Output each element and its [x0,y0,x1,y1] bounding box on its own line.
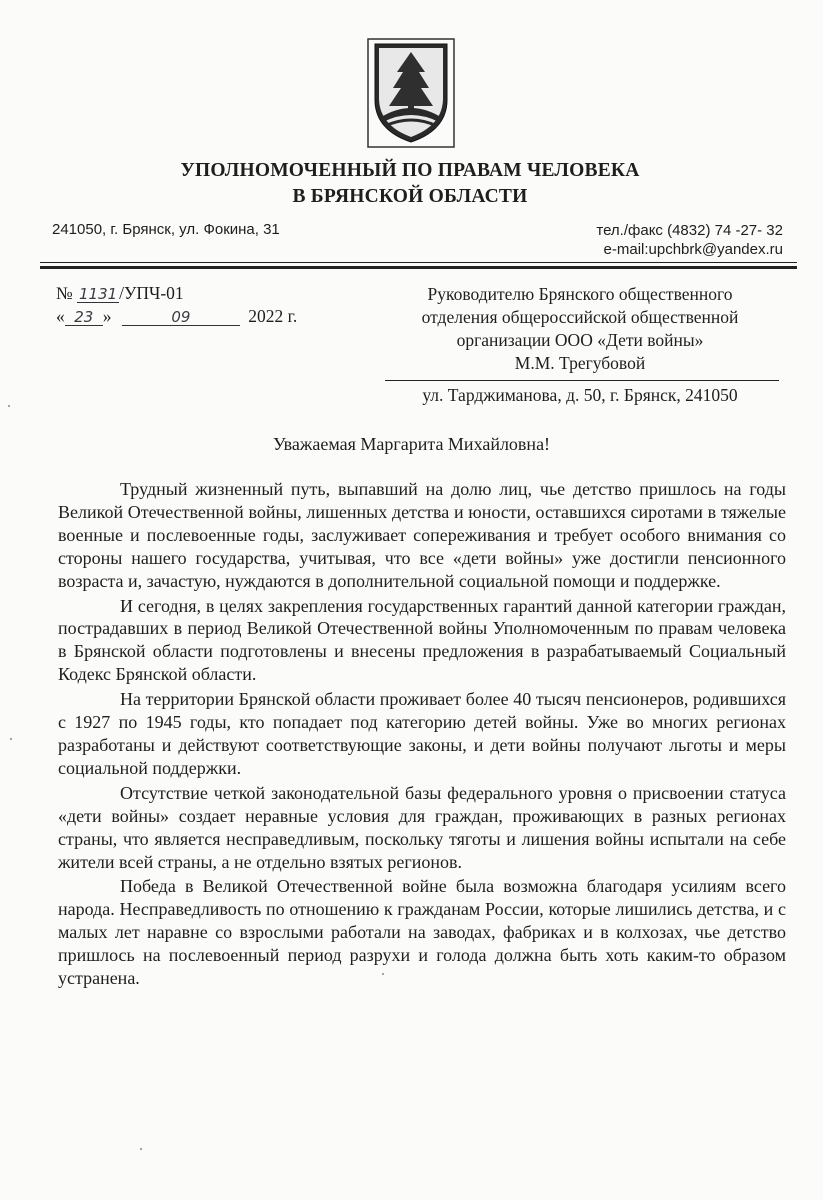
sender-email: e-mail:upchbrk@yandex.ru [603,241,783,258]
body-paragraph-2: И сегодня, в целях закрепления государственных гарантий данной категории граждан, пострадавших в период Великой Отечественной войны Уполномоченным по правам человека в Брянской области подготовлены и внесены предложения в разрабатываемый Социальный Кодекс Брянской области. [58,595,786,685]
body-paragraph-1: Трудный жизненный путь, выпавший на долю лиц, чье детство пришлось на годы Великой Отечественной войны, лишенных детства и юности, оставшихся сиротами в тяжелые военные и послевоенные годы, заслуживает сопереживания и требует особого внимания со стороны нашего государства, учитывая, что все «дети войны» уже достигли пенсионного возраста и, зачастую, нуждаются в дополнительной социальной помощи и поддержке. [58,479,786,591]
letter-body [58,478,786,990]
handwritten-number: 1131 [78,285,118,303]
body-paragraph-5: Победа в Великой Отечественной войне была возможна благодаря усилиям всего народа. Несправедливость по отношению к гражданам России, которые лишились детства, и с малых лет наравне со взрослыми работали на заводах, фабриках и в колхозах, чье детство пришлось на послевоенный период разрухи и голода должна быть хоть каким-то образом устранена. [58,876,786,989]
recipient-line1: Руководителю Брянского общественного [427,284,733,304]
recipient-block [383,283,777,375]
scan-speck [382,973,384,975]
recipient-name: М.М. Трегубовой [514,353,646,373]
date-close-quote: » [102,306,112,326]
coat-of-arms-emblem [367,38,455,148]
sender-address: 241050, г. Брянск, ул. Фокина, 31 [52,221,280,238]
scan-speck [10,738,12,740]
body-paragraph-4: Отсутствие четкой законодательной базы федерального уровня о присвоении статуса «дети войны» создает неравные условия для граждан, проживающих в разных регионах страны, что является несправедливым, поскольку тяготы и лишения войны испытали на себе жители всей страны, а не отдельно взятых регионов. [58,782,786,872]
recipient-line3: организации ООО «Дети войны» [456,330,704,350]
header-divider-thick [40,266,797,269]
salutation: Уважаемая Маргарита Михайловна! [272,434,551,454]
number-sign: № [56,283,73,303]
handwritten-month: 09 [122,309,240,326]
date-year: 2022 г. [248,306,298,326]
scan-speck [140,1148,142,1150]
organization-title [100,158,720,210]
header-divider-thin [40,262,797,263]
number-suffix: /УПЧ-01 [119,283,184,303]
date-open-quote: « [56,306,65,326]
recipient-line2: отделения общероссийской общественной [421,307,739,327]
recipient-address: ул. Тарджиманова, д. 50, г. Брянск, 241050 [422,385,738,405]
handwritten-day: 23 [65,309,103,326]
registration-date [56,306,297,327]
organization-title-line2: В БРЯНСКОЙ ОБЛАСТИ [292,186,528,207]
organization-title-line1: УПОЛНОМОЧЕННЫЙ ПО ПРАВАМ ЧЕЛОВЕКА [180,160,640,181]
scan-speck [8,405,10,407]
sender-contacts [596,221,783,259]
registration-number [56,283,184,304]
recipient-divider [385,380,779,381]
sender-phone: тел./факс (4832) 74 -27- 32 [596,222,783,239]
body-paragraph-3: На территории Брянской области проживает более 40 тысяч пенсионеров, родившихся с 1927 по 1945 годы, кто попадает под категорию детей войны. Уже во многих регионах разработаны и действуют соответствующие законы, и дети войны получают льготы и меры социальной поддержки. [58,689,786,778]
